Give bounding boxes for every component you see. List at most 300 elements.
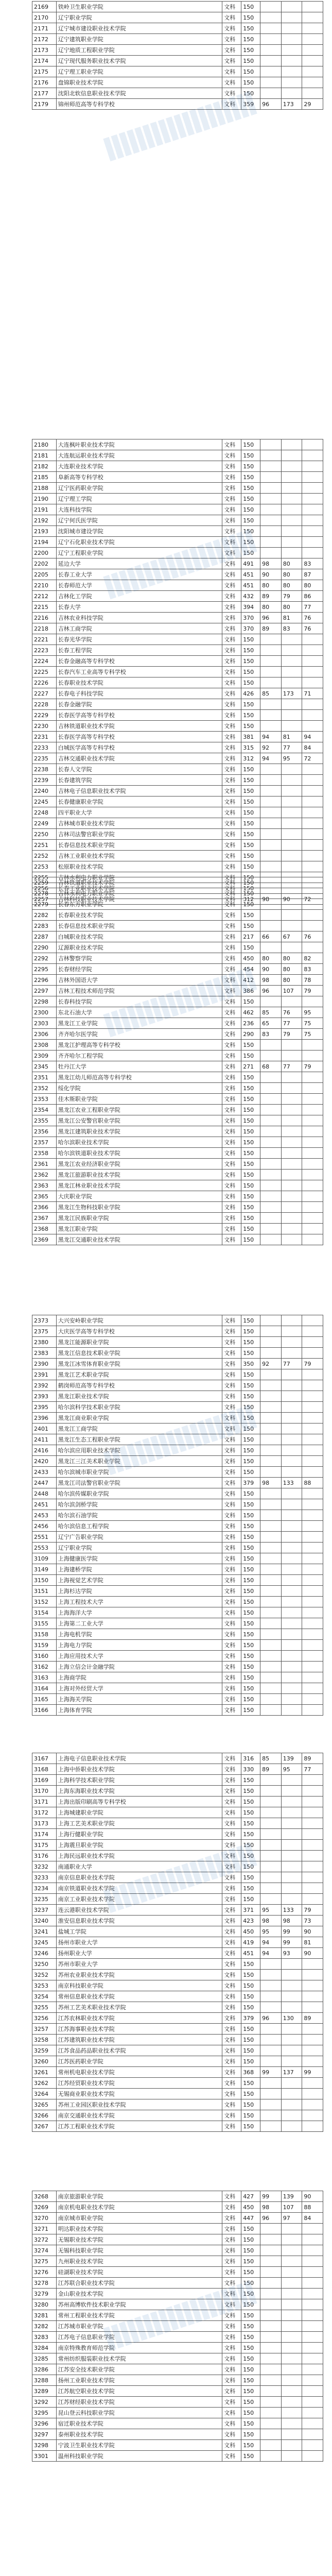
cell-score: 150 [241, 2289, 260, 2299]
cell-code: 2250 [32, 829, 57, 840]
cell-name: 江苏海事职业技术学院 [56, 2024, 222, 2035]
cell-type: 文科 [222, 667, 241, 677]
cell-type: 文科 [222, 1575, 241, 1586]
cell-type: 文科 [222, 2110, 241, 2121]
cell-code: 2235 [32, 753, 57, 764]
cell-s2 [281, 2364, 302, 2375]
cell-name: 长春信息技术职业学院 [56, 921, 222, 931]
cell-score: 370 [241, 613, 260, 623]
cell-code: 2257 [32, 894, 57, 905]
cell-score: 150 [241, 2440, 260, 2451]
cell-s3 [302, 1202, 323, 1213]
cell-s3 [302, 667, 323, 677]
cell-name: 长春东方职业学院 [56, 899, 222, 910]
cell-s3 [302, 1337, 323, 1348]
cell-s3 [302, 1683, 323, 1694]
table-row [32, 77, 323, 88]
cell-s2 [281, 1575, 302, 1586]
cell-score: 150 [241, 461, 260, 472]
cell-name: 苏州高博软件技术职业学院 [56, 2299, 222, 2310]
cell-s2: 95 [281, 753, 302, 764]
cell-score: 150 [241, 2121, 260, 2132]
table-row [32, 964, 323, 975]
cell-type: 文科 [222, 99, 241, 110]
cell-type: 文科 [222, 450, 241, 461]
cell-name: 哈尔滨传媒职业学院 [56, 1488, 222, 1499]
cell-s1 [260, 656, 282, 667]
cell-s2 [281, 1532, 302, 1543]
cell-s1 [260, 1597, 282, 1607]
cell-score: 150 [241, 1083, 260, 1094]
cell-score: 150 [241, 1683, 260, 1694]
cell-s2 [281, 764, 302, 775]
cell-s1 [260, 1337, 282, 1348]
cell-s1 [260, 910, 282, 921]
cell-s2: 83 [281, 623, 302, 634]
cell-name: 吉林化工学院 [56, 591, 222, 602]
cell-s3: 84 [302, 2213, 323, 2224]
cell-s1 [260, 504, 282, 515]
table-row [32, 807, 323, 818]
cell-s2 [281, 450, 302, 461]
cell-name: 盐城工学院 [56, 1926, 222, 1937]
cell-s1 [260, 1488, 282, 1499]
table-row [32, 2451, 323, 2462]
cell-type: 文科 [222, 818, 241, 829]
cell-s1 [260, 1402, 282, 1413]
table-row [32, 1872, 323, 1883]
table-row [32, 688, 323, 699]
cell-name: 宿迁职业技术学院 [56, 2418, 222, 2429]
table-row [32, 1705, 323, 1716]
cell-s3: 73 [302, 1916, 323, 1926]
cell-s2 [281, 1202, 302, 1213]
cell-score: 150 [241, 515, 260, 526]
cell-s2: 97 [281, 2213, 302, 2224]
cell-s2 [281, 2353, 302, 2364]
cell-name: 哈尔滨石油学院 [56, 1510, 222, 1521]
cell-s2 [281, 1586, 302, 1597]
cell-name: 黑龙江民族职业学院 [56, 1213, 222, 1224]
cell-code: 2245 [32, 796, 57, 807]
table-row [32, 2245, 323, 2256]
cell-s2 [281, 2299, 302, 2310]
cell-score: 150 [241, 1775, 260, 1786]
cell-score: 330 [241, 1764, 260, 1775]
cell-s1 [260, 1775, 282, 1786]
cell-name: 无锡科技职业学院 [56, 2245, 222, 2256]
cell-name: 上海杉达学院 [56, 1586, 222, 1597]
cell-score: 150 [241, 1797, 260, 1807]
table-row [32, 1083, 323, 1094]
table-row [32, 1402, 323, 1413]
table-row [32, 2110, 323, 2121]
cell-s1: 95 [260, 1926, 282, 1937]
cell-type: 文科 [222, 472, 241, 483]
cell-code: 2202 [32, 558, 57, 569]
cell-code: 2369 [32, 1234, 57, 1245]
cell-type: 文科 [222, 1553, 241, 1564]
cell-code: 2249 [32, 818, 57, 829]
cell-s3 [302, 829, 323, 840]
cell-score: 150 [241, 2, 260, 12]
cell-type: 文科 [222, 1543, 241, 1553]
cell-code: 3298 [32, 2440, 57, 2451]
cell-s3 [302, 1326, 323, 1337]
table-row [32, 2078, 323, 2089]
cell-s3 [302, 77, 323, 88]
cell-code: 2175 [32, 66, 57, 77]
cell-s1 [260, 1840, 282, 1851]
cell-score: 150 [241, 1597, 260, 1607]
cell-s1 [260, 2089, 282, 2099]
cell-code: 3160 [32, 1651, 57, 1662]
cell-s1 [260, 2267, 282, 2278]
table-row [32, 2, 323, 12]
cell-s1 [260, 461, 282, 472]
cell-s2 [281, 1040, 302, 1050]
cell-code: 3166 [32, 1705, 57, 1716]
cell-s1 [260, 1434, 282, 1445]
cell-code: 2169 [32, 2, 57, 12]
cell-type: 文科 [222, 1467, 241, 1478]
cell-s1 [260, 1872, 282, 1883]
cell-s1 [260, 56, 282, 66]
table-row [32, 786, 323, 796]
cell-code: 3267 [32, 2121, 57, 2132]
cell-s2 [281, 494, 302, 504]
cell-score: 150 [241, 1348, 260, 1359]
table-row [32, 677, 323, 688]
cell-score: 150 [241, 2267, 260, 2278]
cell-type: 文科 [222, 1662, 241, 1672]
cell-name: 江苏城市职业学院 [56, 2321, 222, 2332]
cell-code: 3268 [32, 2191, 57, 2202]
cell-s1 [260, 1829, 282, 1840]
cell-s3 [302, 807, 323, 818]
cell-name: 吉林交通职业技术学院 [56, 753, 222, 764]
cell-s2 [281, 77, 302, 88]
cell-type: 文科 [222, 1753, 241, 1764]
cell-code: 3275 [32, 2256, 57, 2267]
cell-score: 150 [241, 1180, 260, 1191]
cell-s2: 80 [281, 964, 302, 975]
cell-s2: 81 [281, 613, 302, 623]
cell-code: 3279 [32, 2289, 57, 2299]
cell-s2 [281, 526, 302, 537]
cell-s3 [302, 1456, 323, 1467]
cell-code: 3296 [32, 2418, 57, 2429]
table-row [32, 548, 323, 558]
cell-name: 九州职业技术学院 [56, 2256, 222, 2267]
cell-s3 [302, 645, 323, 656]
cell-score: 150 [241, 2418, 260, 2429]
cell-s3 [302, 1213, 323, 1224]
cell-s1 [260, 2234, 282, 2245]
cell-name: 上海工程技术大学 [56, 1597, 222, 1607]
cell-s1: 80 [260, 580, 282, 591]
cell-s1: 98 [260, 2202, 282, 2213]
cell-code: 3301 [32, 2451, 57, 2462]
cell-score: 450 [241, 1926, 260, 1937]
cell-type: 文科 [222, 2353, 241, 2364]
cell-s2: 76 [281, 1007, 302, 1018]
cell-s1 [260, 2289, 282, 2299]
cell-s2 [281, 775, 302, 786]
cell-s2 [281, 1980, 302, 1991]
cell-score: 386 [241, 986, 260, 996]
cell-score: 150 [241, 2343, 260, 2353]
cell-s3 [302, 2024, 323, 2035]
cell-name: 白城职业技术学院 [56, 931, 222, 942]
cell-s1 [260, 66, 282, 77]
cell-score: 150 [241, 2110, 260, 2121]
cell-type: 文科 [222, 1672, 241, 1683]
cell-score: 491 [241, 558, 260, 569]
table-row [32, 1753, 323, 1764]
cell-code: 2185 [32, 472, 57, 483]
cell-s1 [260, 1348, 282, 1359]
cell-s2: 107 [281, 2202, 302, 2213]
cell-type: 文科 [222, 2234, 241, 2245]
cell-code: 3281 [32, 2310, 57, 2321]
table-row [32, 2386, 323, 2397]
cell-score: 381 [241, 732, 260, 742]
cell-score: 150 [241, 504, 260, 515]
cell-code: 2366 [32, 1202, 57, 1213]
cell-name: 沈阳北软信息职业技术学院 [56, 88, 222, 99]
cell-score: 150 [241, 1553, 260, 1564]
cell-name: 上海商学院 [56, 1672, 222, 1683]
cell-s1 [260, 877, 282, 888]
cell-score: 359 [241, 99, 260, 110]
table-row [32, 1126, 323, 1137]
cell-s2: 80 [281, 975, 302, 986]
cell-type: 文科 [222, 996, 241, 1007]
cell-s2: 98 [281, 1916, 302, 1926]
cell-s3 [302, 2418, 323, 2429]
cell-s3 [302, 2078, 323, 2089]
cell-s2: 93 [281, 1948, 302, 1959]
cell-name: 上海工艺美术职业学院 [56, 1818, 222, 1829]
table-row [32, 1413, 323, 1423]
cell-code: 2395 [32, 1402, 57, 1413]
cell-s3 [302, 2110, 323, 2121]
cell-s2 [281, 1543, 302, 1553]
cell-s2 [281, 840, 302, 851]
cell-name: 江苏农林职业技术学院 [56, 2013, 222, 2024]
cell-s1: 98 [260, 894, 282, 905]
table-row [32, 732, 323, 742]
cell-type: 文科 [222, 1959, 241, 1970]
cell-s1: 94 [260, 732, 282, 742]
cell-code: 2393 [32, 1391, 57, 1402]
cell-code: 2225 [32, 667, 57, 677]
cell-s3 [302, 1597, 323, 1607]
cell-score: 150 [241, 2056, 260, 2067]
table-row [32, 2289, 323, 2299]
cell-name: 辽宁广告职业学院 [56, 1532, 222, 1543]
cell-code: 3152 [32, 1597, 57, 1607]
table-row [32, 1499, 323, 1510]
cell-s3: 95 [302, 1007, 323, 1018]
cell-s1: 98 [260, 975, 282, 986]
cell-name: 大兴安岭职业学院 [56, 1315, 222, 1326]
cell-s1 [260, 1213, 282, 1224]
table-row [32, 1040, 323, 1050]
cell-name: 辽源职业技术学院 [56, 942, 222, 953]
cell-type: 文科 [222, 2310, 241, 2321]
cell-name: 辽宁工程职业学院 [56, 548, 222, 558]
cell-s3 [302, 2440, 323, 2451]
cell-name: 哈尔滨城市职业学院 [56, 1467, 222, 1478]
table-row [32, 2035, 323, 2045]
cell-code: 2279 [32, 899, 57, 910]
table-row [32, 2267, 323, 2278]
cell-code: 2216 [32, 613, 57, 623]
cell-s1: 96 [260, 613, 282, 623]
cell-score: 150 [241, 1672, 260, 1683]
cell-code: 3154 [32, 1607, 57, 1618]
cell-code: 2361 [32, 1159, 57, 1170]
table-row [32, 1775, 323, 1786]
cell-type: 文科 [222, 515, 241, 526]
table-row [32, 2089, 323, 2099]
cell-s3: 76 [302, 931, 323, 942]
cell-score: 451 [241, 569, 260, 580]
cell-code: 2363 [32, 1180, 57, 1191]
table-row [32, 1607, 323, 1618]
cell-type: 文科 [222, 931, 241, 942]
table-row [32, 888, 323, 899]
cell-s3 [302, 1883, 323, 1894]
cell-code: 2367 [32, 1213, 57, 1224]
cell-s1 [260, 1510, 282, 1521]
cell-s2 [281, 1959, 302, 1970]
cell-code: 2173 [32, 45, 57, 56]
table-row [32, 2375, 323, 2386]
cell-s1: 98 [260, 558, 282, 569]
cell-name: 东北石油大学 [56, 1007, 222, 1018]
cell-name: 江苏航空职业技术学院 [56, 2386, 222, 2397]
table-row [32, 472, 323, 483]
cell-s1 [260, 34, 282, 45]
cell-s3 [302, 2035, 323, 2045]
cell-name: 扬州工业职业技术学院 [56, 2375, 222, 2386]
cell-type: 文科 [222, 1980, 241, 1991]
cell-s1 [260, 2056, 282, 2067]
cell-code: 3165 [32, 1694, 57, 1705]
cell-code: 3109 [32, 1553, 57, 1564]
cell-s3: 77 [302, 602, 323, 613]
cell-type: 文科 [222, 1629, 241, 1640]
cell-s2 [281, 877, 302, 888]
cell-code: 3234 [32, 1883, 57, 1894]
cell-code: 2218 [32, 623, 57, 634]
cell-score: 150 [241, 1883, 260, 1894]
cell-name: 哈尔滨科学技术职业学院 [56, 1402, 222, 1413]
table-row [32, 656, 323, 667]
cell-code: 2396 [32, 1413, 57, 1423]
table-row [32, 1672, 323, 1683]
cell-type: 文科 [222, 1115, 241, 1126]
cell-code: 2420 [32, 1456, 57, 1467]
cell-s1 [260, 1532, 282, 1543]
cell-s3 [302, 1564, 323, 1575]
table-row [32, 634, 323, 645]
cell-type: 文科 [222, 548, 241, 558]
cell-code: 3169 [32, 1775, 57, 1786]
cell-code: 2210 [32, 580, 57, 591]
cell-name: 大庆职业学院 [56, 1191, 222, 1202]
cell-score: 150 [241, 1105, 260, 1115]
cell-s1 [260, 1105, 282, 1115]
cell-s3 [302, 2408, 323, 2418]
cell-name: 黑龙江生物科技职业学院 [56, 1202, 222, 1213]
cell-s1 [260, 1170, 282, 1180]
cell-s1 [260, 1224, 282, 1234]
cell-code: 2373 [32, 1315, 57, 1326]
cell-name: 沈阳城市建设学院 [56, 526, 222, 537]
cell-score: 150 [241, 34, 260, 45]
cell-code: 2358 [32, 1148, 57, 1159]
cell-s3: 75 [302, 1018, 323, 1029]
cell-name: 江苏经贸职业技术学院 [56, 2078, 222, 2089]
cell-name: 黑龙江建筑职业技术学院 [56, 1126, 222, 1137]
cell-name: 上海对外经贸大学 [56, 1683, 222, 1694]
table-row [32, 1959, 323, 1970]
cell-name: 吉林工程技术师范学院 [56, 986, 222, 996]
table-row [32, 1018, 323, 1029]
cell-score: 150 [241, 872, 260, 883]
cell-type: 文科 [222, 2418, 241, 2429]
cell-score: 150 [241, 1662, 260, 1672]
cell-s1 [260, 1851, 282, 1861]
cell-score: 454 [241, 964, 260, 975]
cell-code: 2228 [32, 699, 57, 710]
cell-score: 150 [241, 1543, 260, 1553]
cell-name: 上海第二工业大学 [56, 1618, 222, 1629]
cell-score: 150 [241, 1159, 260, 1170]
cell-score: 150 [241, 2024, 260, 2035]
table-row [32, 494, 323, 504]
cell-s2 [281, 12, 302, 23]
cell-score: 150 [241, 1786, 260, 1797]
cell-name: 长春职业技术学院 [56, 910, 222, 921]
cell-s2 [281, 2045, 302, 2056]
table-row [32, 1861, 323, 1872]
table-row [32, 1807, 323, 1818]
cell-score: 150 [241, 472, 260, 483]
table-row [32, 591, 323, 602]
cell-type: 文科 [222, 2375, 241, 2386]
cell-s3 [302, 2224, 323, 2234]
cell-s1 [260, 899, 282, 910]
cell-s2 [281, 2267, 302, 2278]
cell-type: 文科 [222, 688, 241, 699]
cell-s3 [302, 66, 323, 77]
cell-code: 2295 [32, 964, 57, 975]
cell-name: 长春健康职业学院 [56, 796, 222, 807]
cell-type: 文科 [222, 1159, 241, 1170]
cell-s1: 85 [260, 1753, 282, 1764]
cell-type: 文科 [222, 872, 241, 883]
table-row [32, 2418, 323, 2429]
cell-s2 [281, 2, 302, 12]
cell-type: 文科 [222, 764, 241, 775]
cell-s2 [281, 1180, 302, 1191]
cell-s2 [281, 1191, 302, 1202]
